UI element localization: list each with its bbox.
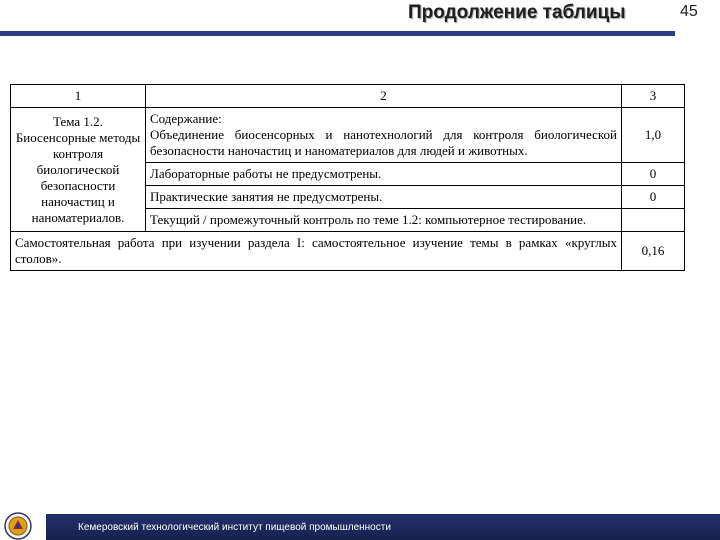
- table-row: [11, 108, 685, 163]
- page-number: 45: [680, 3, 698, 20]
- self-study-cell: Самостоятельная работа при изучении раздела I: самостоятельное изучение темы в рамках «круглых столов».: [11, 232, 622, 271]
- hours-cell: 0: [622, 163, 685, 186]
- self-study-hours-cell: 0,16: [622, 232, 685, 271]
- table-header-row: [11, 85, 685, 108]
- institute-logo-icon: [4, 512, 32, 540]
- content-cell: Текущий / промежуточный контроль по теме 1.2: компьютерное тестирование.: [146, 209, 622, 232]
- title-divider: [0, 31, 675, 36]
- content-description: Объединение биосенсорных и нанотехнологий для контроля биологической безопасности наночастиц и наноматериалов для людей и животных.: [150, 127, 617, 158]
- content-cell: [146, 108, 622, 163]
- content-cell: Практические занятия не предусмотрены.: [146, 186, 622, 209]
- footer-institution-name: Кемеровский технологический институт пищевой промышленности: [78, 522, 391, 533]
- footer-bar: [46, 514, 720, 540]
- content-label: Содержание:: [150, 111, 222, 126]
- column-header-3: 3: [622, 85, 685, 108]
- topic-cell: Тема 1.2. Биосенсорные методы контроля биологической безопасности наночастиц и наноматериалов.: [11, 108, 146, 232]
- column-header-1: 1: [11, 85, 146, 108]
- hours-cell: 1,0: [622, 108, 685, 163]
- column-header-2: 2: [146, 85, 622, 108]
- self-study-row: [11, 232, 685, 271]
- hours-cell: 0: [622, 186, 685, 209]
- slide-title: Продолжение таблицы: [408, 2, 626, 23]
- hours-cell: [622, 209, 685, 232]
- curriculum-table: [10, 84, 685, 271]
- content-cell: Лабораторные работы не предусмотрены.: [146, 163, 622, 186]
